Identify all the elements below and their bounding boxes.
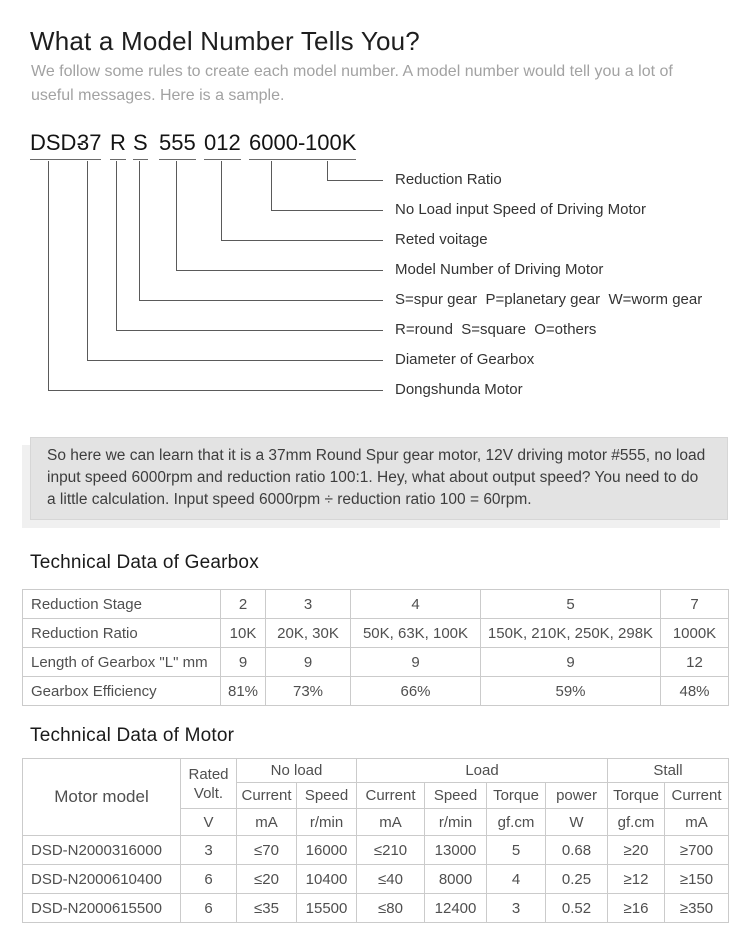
cell: 59% (481, 677, 661, 706)
header-cell: Torque (487, 783, 546, 809)
cell: 20K, 30K (266, 619, 351, 648)
cell: 9 (481, 648, 661, 677)
header-cell: Current (665, 783, 729, 809)
header-group-stall: Stall (608, 759, 729, 783)
unit-cell: r/min (425, 809, 487, 836)
connector-line (271, 161, 272, 210)
explanation-note-text: So here we can learn that it is a 37mm Round Spur gear motor, 12V driving motor #555, no load input speed 6000rpm and reduction ratio 100:1. Hey, what about output speed? You need to do a little calculation. Input speed 6000rpm ÷ reduction ratio 100 = 60rpm. (47, 447, 706, 508)
connector-line (221, 240, 383, 241)
cell: 12400 (425, 894, 487, 923)
header-cell: power (546, 783, 608, 809)
header-cell: Speed (425, 783, 487, 809)
cell: 9 (266, 648, 351, 677)
cell: 3 (266, 590, 351, 619)
table-row (23, 894, 729, 923)
cell: ≤20 (237, 865, 297, 894)
table-row (23, 865, 729, 894)
table-row (23, 836, 729, 865)
cell: 4 (487, 865, 546, 894)
rated-line1: Rated (188, 765, 229, 783)
cell: 10K (221, 619, 266, 648)
cell: 0.68 (546, 836, 608, 865)
unit-cell: mA (665, 809, 729, 836)
cell: 81% (221, 677, 266, 706)
unit-cell: gf.cm (487, 809, 546, 836)
cell: ≥150 (665, 865, 729, 894)
cell: 16000 (297, 836, 357, 865)
header-cell: Current (357, 783, 425, 809)
cell: ≤80 (357, 894, 425, 923)
cell: 13000 (425, 836, 487, 865)
table-header-row (23, 759, 729, 783)
cell: ≤40 (357, 865, 425, 894)
cell: ≤210 (357, 836, 425, 865)
connector-line (271, 210, 383, 211)
model-segment-geartype: S (133, 130, 148, 160)
cell: 50K, 63K, 100K (351, 619, 481, 648)
cell: 73% (266, 677, 351, 706)
model-segment-diameter: 37 (77, 130, 101, 160)
connector-line (176, 270, 383, 271)
connector-line (139, 161, 140, 300)
cell: Reduction Stage (23, 590, 221, 619)
connector-line (87, 161, 88, 360)
cell: ≥12 (608, 865, 665, 894)
cell: ≤35 (237, 894, 297, 923)
connector-line (87, 360, 383, 361)
unit-cell: gf.cm (608, 809, 665, 836)
cell: 12 (661, 648, 729, 677)
connector-line (48, 161, 49, 390)
cell: ≥350 (665, 894, 729, 923)
header-group-no-load: No load (237, 759, 357, 783)
table-row (23, 590, 729, 619)
cell: ≥20 (608, 836, 665, 865)
rated-line2: Volt. (193, 784, 224, 802)
cell: 6 (181, 894, 237, 923)
connector-line (139, 300, 383, 301)
page-subtitle: We follow some rules to create each model number. A model number would tell you a lot of useful messages. Here is a sample. (31, 63, 673, 104)
unit-cell: mA (237, 809, 297, 836)
cell: 0.52 (546, 894, 608, 923)
header-cell-rated-volt (181, 759, 237, 809)
model-segment-prefix: DSD- (30, 130, 84, 160)
cell: 150K, 210K, 250K, 298K (481, 619, 661, 648)
unit-cell: mA (357, 809, 425, 836)
gearbox-section-heading: Technical Data of Gearbox (30, 552, 259, 573)
cell: Length of Gearbox "L" mm (23, 648, 221, 677)
cell-motor-model: DSD-N2000316000 (23, 836, 181, 865)
part-label-gear-type: S=spur gear P=planetary gear W=worm gear (395, 291, 703, 308)
cell: ≤70 (237, 836, 297, 865)
cell: ≥16 (608, 894, 665, 923)
gearbox-table (22, 589, 729, 706)
cell: 0.25 (546, 865, 608, 894)
part-label-diameter: Diameter of Gearbox (395, 351, 535, 368)
cell: 4 (351, 590, 481, 619)
table-row (23, 677, 729, 706)
cell: 8000 (425, 865, 487, 894)
explanation-note-box (30, 437, 728, 520)
part-label-reduction-ratio: Reduction Ratio (395, 171, 502, 188)
cell: 2 (221, 590, 266, 619)
table-row (23, 619, 729, 648)
connector-line (221, 161, 222, 240)
part-label-shape: R=round S=square O=others (395, 321, 597, 338)
cell: 1000K (661, 619, 729, 648)
header-group-load: Load (357, 759, 608, 783)
header-cell-motor-model: Motor model (23, 759, 181, 836)
part-label-motor-number: Model Number of Driving Motor (395, 261, 604, 278)
part-label-brand: Dongshunda Motor (395, 381, 523, 398)
unit-cell: W (546, 809, 608, 836)
cell: 5 (481, 590, 661, 619)
page-title: What a Model Number Tells You? (30, 26, 420, 56)
cell: Gearbox Efficiency (23, 677, 221, 706)
connector-line (48, 390, 383, 391)
model-number-diagram (0, 128, 750, 413)
header-cell: Current (237, 783, 297, 809)
cell: 7 (661, 590, 729, 619)
unit-cell: V (181, 809, 237, 836)
cell: 5 (487, 836, 546, 865)
connector-line (116, 330, 383, 331)
motor-section-heading: Technical Data of Motor (30, 725, 235, 746)
cell: 6 (181, 865, 237, 894)
cell: 3 (181, 836, 237, 865)
model-segment-reduction: 100K (305, 130, 356, 160)
motor-table (22, 758, 729, 923)
connector-line (327, 161, 328, 180)
connector-line (176, 161, 177, 270)
model-segment-motor: 555 (159, 130, 196, 160)
connector-line (116, 161, 117, 330)
cell-motor-model: DSD-N2000610400 (23, 865, 181, 894)
cell: 10400 (297, 865, 357, 894)
part-label-rated-voltage: Reted voitage (395, 231, 488, 248)
header-cell: Torque (608, 783, 665, 809)
unit-cell: r/min (297, 809, 357, 836)
model-segment-voltage: 012 (204, 130, 241, 160)
cell: 48% (661, 677, 729, 706)
cell: 9 (351, 648, 481, 677)
cell: 9 (221, 648, 266, 677)
cell: 3 (487, 894, 546, 923)
cell: Reduction Ratio (23, 619, 221, 648)
connector-line (327, 180, 383, 181)
cell: 15500 (297, 894, 357, 923)
cell: ≥700 (665, 836, 729, 865)
part-label-no-load-speed: No Load input Speed of Driving Motor (395, 201, 646, 218)
header-cell: Speed (297, 783, 357, 809)
table-row (23, 648, 729, 677)
cell-motor-model: DSD-N2000615500 (23, 894, 181, 923)
model-segment-speed: 6000- (249, 130, 305, 160)
cell: 66% (351, 677, 481, 706)
model-segment-shape: R (110, 130, 126, 160)
